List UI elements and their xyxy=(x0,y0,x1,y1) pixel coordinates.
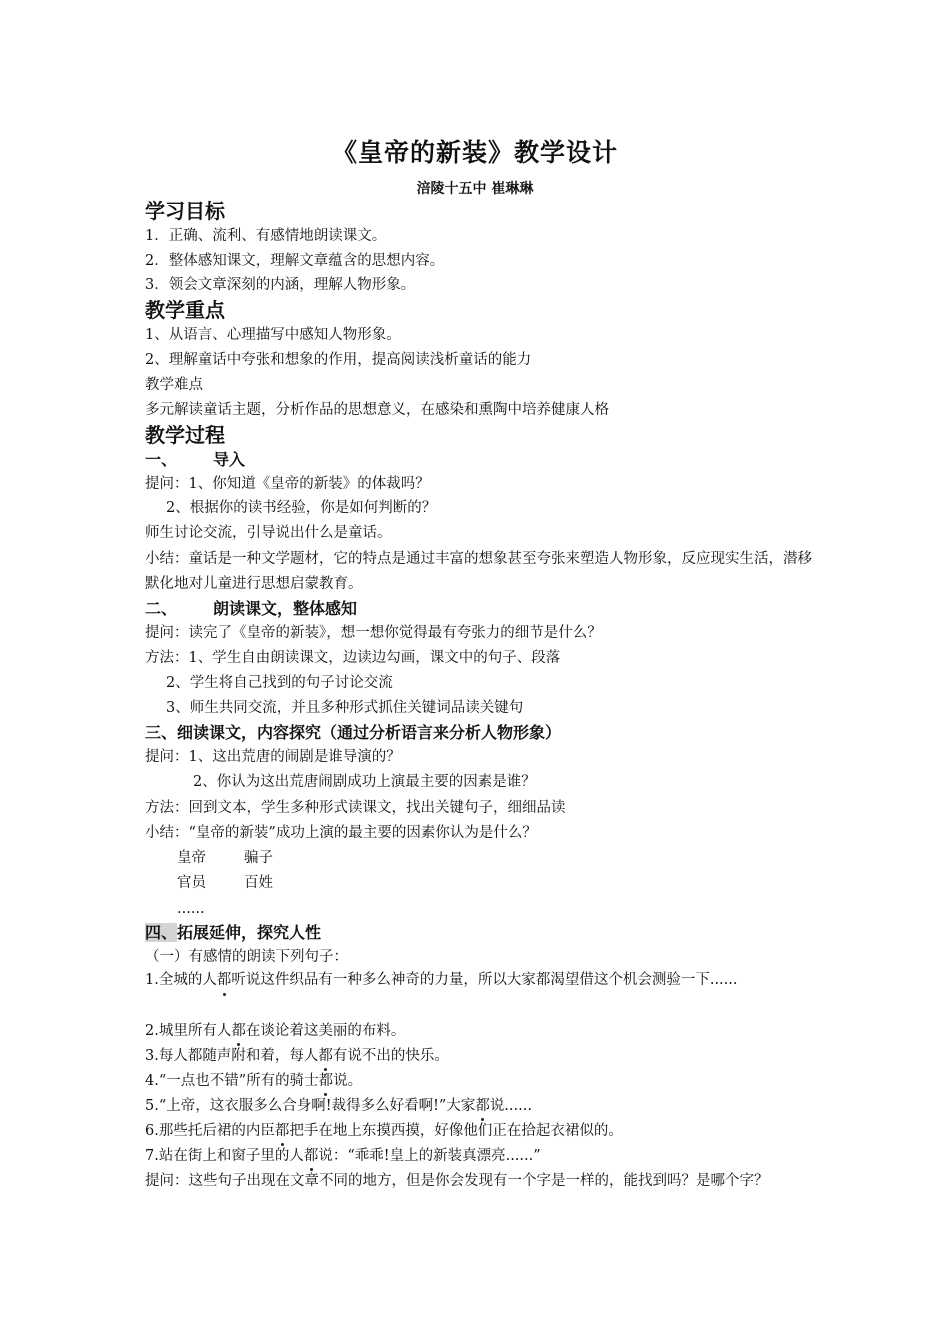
section-1-heading xyxy=(145,449,245,471)
grid-cell: 百姓 xyxy=(244,875,273,891)
process-line: 师生讨论交流，引导说出什么是童话。 xyxy=(145,525,392,541)
sentence-item: 7.站在街上和窗子里的人都说：“乖乖!皇上的新装真漂亮......” xyxy=(145,1144,815,1168)
process-line: 提问：1、这出荒唐的闹剧是谁导演的？ xyxy=(145,749,401,765)
section-4-sub: （一）有感情的朗读下列句子： xyxy=(145,949,348,965)
heading-objectives: 学习目标 xyxy=(145,199,225,223)
heading-process: 教学过程 xyxy=(145,423,225,447)
sentence-item: 2.城里所有人都在谈论着这美丽的布料。 xyxy=(145,1019,815,1043)
emphasis-dot-char: 都 xyxy=(275,1119,290,1143)
key-point-item: 1、从语言、心理描写中感知人物形象。 xyxy=(145,327,401,343)
process-summary: 小结：童话是一种文学题材，它的特点是通过丰富的想象甚至夸张来塑造人物形象，反应现实生活，潜移默化地对儿童进行思想启蒙教育。 xyxy=(145,551,812,592)
section-title: 拓展延伸，探究人性 xyxy=(177,923,322,942)
section-number: 一、 xyxy=(145,450,178,469)
emphasis-dot-char: 都 xyxy=(318,1044,333,1068)
process-line: 提问：1、你知道《皇帝的新装》的体裁吗？ xyxy=(145,476,430,492)
emphasis-dot-char: 都 xyxy=(217,968,232,993)
key-point-item: 2、理解童话中夸张和想象的作用，提高阅读浅析童话的能力 xyxy=(145,352,532,368)
process-line: 小结：“皇帝的新装”成功上演的最主要的因素你认为是什么？ xyxy=(145,825,537,841)
emphasis-dot-char: 都 xyxy=(304,1144,319,1168)
sentence-item: 3.每人都随声附和着，每人都有说不出的快乐。 xyxy=(145,1044,815,1068)
section-3-heading: 三、细读课文，内容探究（通过分析语言来分析人物形象） xyxy=(145,723,562,742)
author-line: 涪陵十五中 崔琳琳 xyxy=(416,181,534,197)
process-line: 3、师生共同交流，并且多种形式抓住关键词品读关键句 xyxy=(166,700,524,716)
section-4-heading xyxy=(145,922,321,944)
process-line: 2、你认为这出荒唐闹剧成功上演最主要的因素是谁？ xyxy=(193,774,536,790)
section-number: 四、 xyxy=(145,923,178,942)
heading-key-points: 教学重点 xyxy=(145,298,225,322)
objective-item: 3．领会文章深刻的内涵，理解人物形象。 xyxy=(145,277,416,293)
grid-cell: 官员 xyxy=(177,875,206,891)
heading-difficulty: 教学难点 xyxy=(145,377,203,393)
process-line: 方法：1、学生自由朗读课文，边读边勾画，课文中的句子、段落 xyxy=(145,650,561,666)
process-line: 2、学生将自己找到的句子讨论交流 xyxy=(166,675,393,691)
sentence-item: 6.那些托后裙的内臣都把手在地上东摸西摸，好像他们正在拾起衣裙似的。 xyxy=(145,1119,815,1143)
section-title: 朗读课文，整体感知 xyxy=(213,599,358,618)
objective-item: 1．正确、流利、有感情地朗读课文。 xyxy=(145,228,387,244)
grid-cell: 骗子 xyxy=(244,850,273,866)
section-title: 导入 xyxy=(213,450,246,469)
process-line: 提问：读完了《皇帝的新装》，想一想你觉得最有夸张力的细节是什么？ xyxy=(145,625,602,641)
grid-row xyxy=(177,871,847,895)
sentence-item: 4.“一点也不错”所有的骑士都说。 xyxy=(145,1069,815,1093)
final-question: 提问：这些句子出现在文章不同的地方，但是你会发现有一个字是一样的，能找到吗？是哪个字？ xyxy=(145,1173,769,1189)
process-line: 2、根据你的读书经验，你是如何判断的？ xyxy=(166,500,437,516)
emphasis-dot-char: 都 xyxy=(475,1094,490,1118)
objective-item: 2．整体感知课文，理解文章蕴含的思想内容。 xyxy=(145,253,445,269)
emphasis-dot-char: 都 xyxy=(319,1069,334,1093)
ellipsis: ...... xyxy=(177,901,205,917)
grid-row xyxy=(177,846,847,870)
grid-cell: 皇帝 xyxy=(177,850,206,866)
emphasis-dot-char: 都 xyxy=(231,1019,246,1043)
process-line: 方法：回到文本，学生多种形式读课文，找出关键句子，细细品读 xyxy=(145,800,566,816)
sentence-item: 1.全城的人都听说这件织品有一种多么神奇的力量，所以大家都渴望借这个机会测验一下...... xyxy=(145,968,815,993)
document-title: 《皇帝的新装》教学设计 xyxy=(331,138,618,167)
difficulty-text: 多元解读童话主题，分析作品的思想意义，在感染和熏陶中培养健康人格 xyxy=(145,402,609,418)
section-2-heading xyxy=(145,598,357,620)
sentence-item: 5.“上帝，这衣服多么合身啊!裁得多么好看啊!”大家都说...... xyxy=(145,1094,815,1118)
section-number: 二、 xyxy=(145,599,178,618)
